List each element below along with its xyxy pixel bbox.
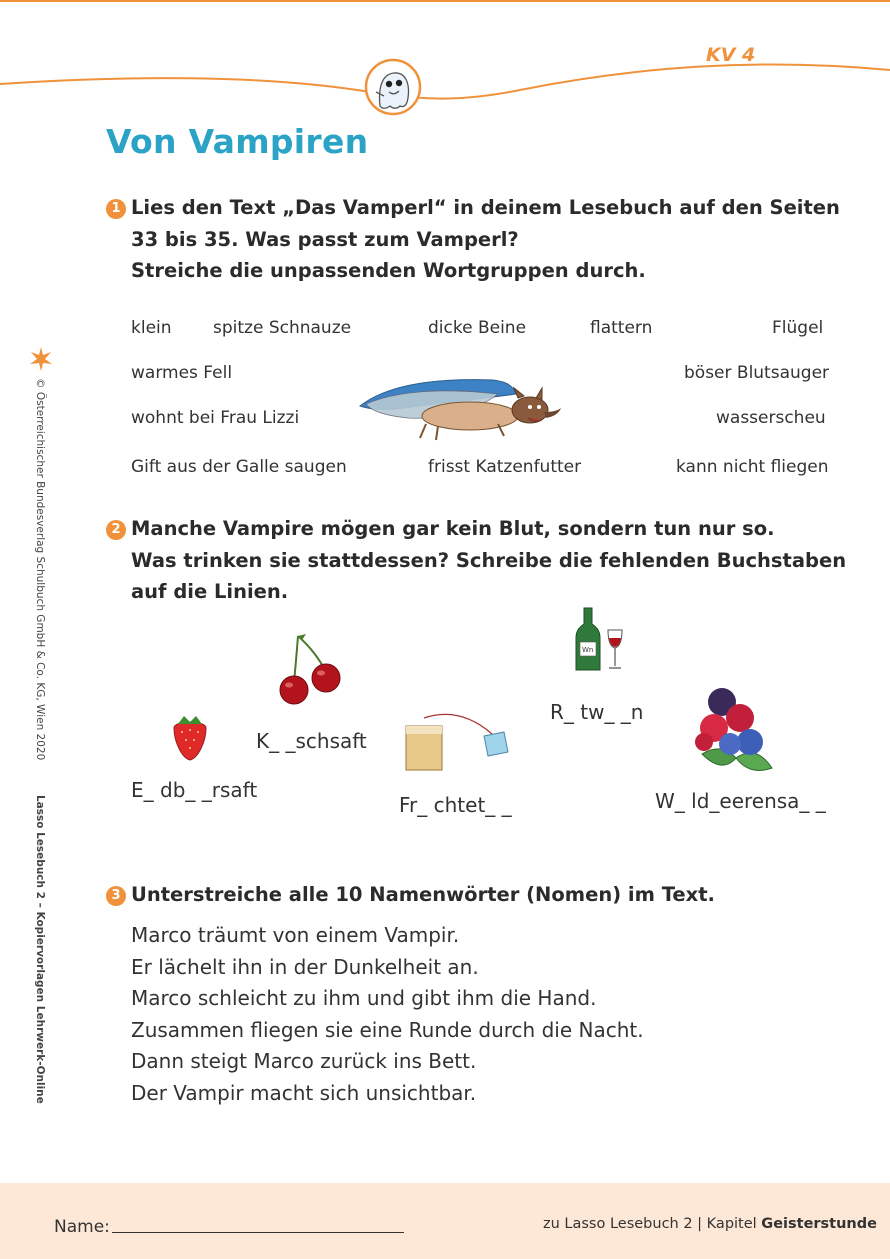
word-frisst-katzenfutter: frisst Katzenfutter: [428, 457, 582, 477]
word-dicke-beine: dicke Beine: [428, 318, 527, 338]
copyright-text: © Österreichischer Bundesverlag Schulbuch GmbH & Co. KG, Wien 2020: [34, 378, 46, 761]
task-3-number: 3: [106, 886, 126, 906]
kv-label: KV 4: [706, 44, 756, 66]
word-wohnt-bei-frau-lizzi: wohnt bei Frau Lizzi: [131, 408, 300, 428]
word-kann-nicht-fliegen: kann nicht fliegen: [676, 457, 829, 477]
ghost-mascot-icon: [364, 58, 422, 116]
word-spitze-schnauze: spitze Schnauze: [213, 318, 352, 338]
word-wasserscheu: wasserscheu: [716, 408, 826, 428]
strawberry-icon: [168, 714, 212, 762]
fill-fruechtetee: Fr_ chtet_ _: [399, 793, 512, 817]
task-2-instruction: 2 Manche Vampire mögen gar kein Blut, sondern tun nur so. Was trinken sie stattdessen? Schreibe die fehlenden Buchstaben auf die Linien.: [106, 513, 846, 608]
story-line: Marco schleicht zu ihm und gibt ihm die Hand.: [131, 986, 597, 1010]
header-decoration: [0, 0, 890, 120]
word-fluegel: Flügel: [772, 318, 824, 338]
task-2-number: 2: [106, 520, 126, 540]
page-title: Von Vampiren: [106, 122, 369, 161]
task-1-instruction: 1 Lies den Text „Das Vamperl“ in deinem Lesebuch auf den Seiten 33 bis 35. Was passt zum Vamperl? Streiche die unpassenden Wortgruppen durch.: [106, 192, 840, 287]
wine-bottle-icon: [572, 606, 628, 674]
story-text: [131, 920, 644, 1109]
bat-illustration: [358, 376, 568, 446]
word-boeser-blutsauger: böser Blutsauger: [684, 363, 830, 383]
series-text: Lasso Lesebuch 2 – Kopiervorlagen Lehrwerk-Online: [34, 794, 46, 1104]
tea-bag-icon: [400, 712, 520, 776]
fill-rotwein: R_ tw_ _n: [550, 700, 644, 724]
story-line: Zusammen fliegen sie eine Runde durch die Nacht.: [131, 1017, 644, 1042]
task-1-number: 1: [106, 199, 126, 219]
footer-credit: zu Lasso Lesebuch 2 | Kapitel Geisterstunde: [543, 1216, 877, 1232]
word-warmes-fell: warmes Fell: [131, 363, 233, 383]
story-line: Der Vampir macht sich unsichtbar.: [131, 1080, 477, 1105]
cherries-icon: [276, 632, 346, 706]
word-flattern: flattern: [590, 318, 653, 338]
name-label: Name:: [54, 1217, 110, 1237]
berries-icon: [692, 684, 776, 780]
publisher-logo-icon: [28, 346, 54, 372]
task-3-instruction: 3 Unterstreiche alle 10 Namenwörter (Nomen) im Text.: [106, 879, 715, 911]
word-klein: klein: [131, 318, 172, 338]
story-line: Dann steigt Marco zurück ins Bett.: [131, 1049, 477, 1073]
word-gift-aus-der-galle: Gift aus der Galle saugen: [131, 457, 347, 477]
fill-erdbeersaft: E_ db_ _rsaft: [131, 778, 258, 802]
name-line: [112, 1232, 404, 1233]
sidebar-text: [30, 378, 50, 1104]
story-line: Marco träumt von einem Vampir.: [131, 923, 460, 947]
fill-kirschsaft: K_ _schsaft: [256, 729, 367, 753]
story-line: Er lächelt ihn in der Dunkelheit an.: [131, 954, 479, 979]
svg-text:Wn: Wn: [582, 646, 594, 654]
fill-waldbeerensaft: W_ ld_eerensa_ _: [655, 789, 826, 813]
